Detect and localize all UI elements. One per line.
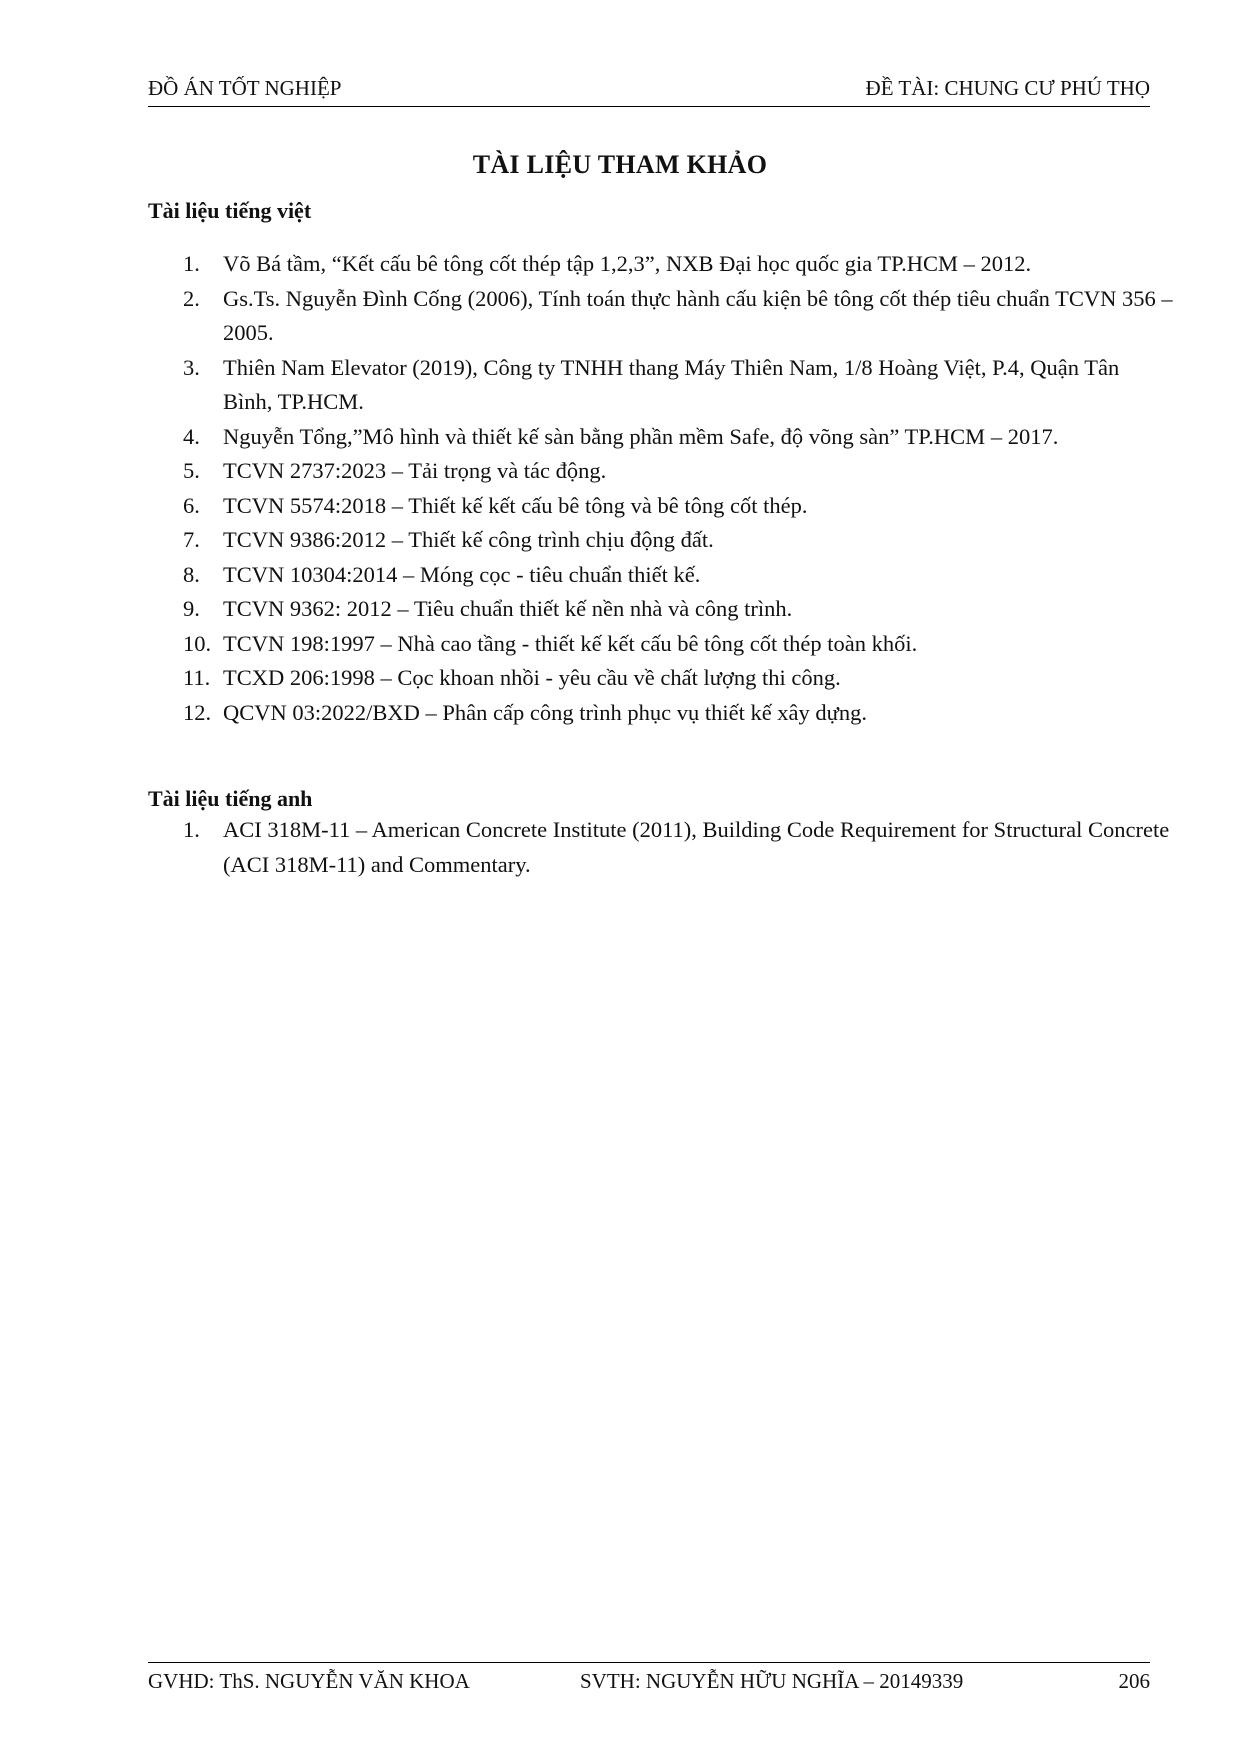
footer-student: SVTH: NGUYỄN HỮU NGHĨA – 20149339 — [580, 1669, 964, 1693]
reference-text: QCVN 03:2022/BXD – Phân cấp công trình phục vụ thiết kế xây dựng. — [223, 699, 867, 725]
reference-number: 11. — [183, 665, 211, 690]
page-header — [148, 76, 1150, 107]
reference-number: 12. — [183, 699, 212, 725]
reference-number: 7. — [183, 527, 200, 552]
reference-number: 5. — [183, 458, 200, 483]
reference-number: 8. — [183, 561, 200, 587]
reference-text: TCVN 9386:2012 – Thiết kế công trình chịu động đất. — [223, 527, 714, 552]
header-project-label: ĐỒ ÁN TỐT NGHIỆP — [148, 76, 342, 100]
reference-number: 1. — [183, 251, 200, 276]
reference-text: ACI 318M-11 – American Concrete Institute (2011), Building Code Requirement for Structural Concrete (ACI 318M-11) and Commentary. — [223, 817, 1170, 877]
reference-item — [183, 454, 1173, 489]
reference-text: Thiên Nam Elevator (2019), Công ty TNHH thang Máy Thiên Nam, 1/8 Hoàng Việt, P.4, Quận Tân Bình, TP.HCM. — [223, 354, 1120, 414]
reference-number: 2. — [183, 285, 200, 311]
page-number: 206 — [1118, 1669, 1150, 1693]
reference-text: Nguyễn Tổng,”Mô hình và thiết kế sàn bằng phần mềm Safe, độ võng sàn” TP.HCM – 2017. — [223, 423, 1059, 449]
reference-number: 9. — [183, 596, 200, 621]
reference-number: 6. — [183, 492, 200, 518]
reference-list-english — [183, 813, 1173, 882]
reference-item — [183, 351, 1173, 420]
reference-text: TCVN 5574:2018 – Thiết kế kết cấu bê tông và bê tông cốt thép. — [223, 492, 808, 518]
reference-item — [183, 489, 1173, 524]
reference-item — [183, 282, 1173, 351]
page-title: TÀI LIỆU THAM KHẢO — [472, 150, 768, 179]
reference-item — [183, 420, 1173, 455]
reference-item — [183, 523, 1173, 558]
reference-text: TCXD 206:1998 – Cọc khoan nhồi - yêu cầu về chất lượng thi công. — [223, 665, 841, 690]
reference-item — [183, 627, 1173, 662]
reference-text: TCVN 2737:2023 – Tải trọng và tác động. — [223, 458, 607, 483]
reference-item — [183, 247, 1173, 282]
reference-number: 10. — [183, 630, 212, 656]
reference-text: Gs.Ts. Nguyễn Đình Cống (2006), Tính toán thực hành cấu kiện bê tông cốt thép tiêu chuẩn TCVN 356 – 2005. — [223, 285, 1173, 345]
section-heading-english: Tài liệu tiếng anh — [148, 786, 313, 811]
reference-text: Võ Bá tầm, “Kết cấu bê tông cốt thép tập 1,2,3”, NXB Đại học quốc gia TP.HCM – 2012. — [223, 251, 1032, 276]
section-heading-vietnamese: Tài liệu tiếng việt — [148, 198, 312, 223]
reference-text: TCVN 10304:2014 – Móng cọc - tiêu chuẩn thiết kế. — [223, 561, 701, 587]
reference-item — [183, 661, 1173, 696]
reference-item — [183, 813, 1173, 882]
header-topic-label: ĐỀ TÀI: CHUNG CƯ PHÚ THỌ — [865, 76, 1150, 100]
footer-supervisor: GVHD: ThS. NGUYỄN VĂN KHOA — [148, 1669, 470, 1693]
page-footer — [148, 1662, 1150, 1697]
reference-item — [183, 592, 1173, 627]
reference-list-vietnamese — [183, 247, 1173, 730]
reference-text: TCVN 9362: 2012 – Tiêu chuẩn thiết kế nền nhà và công trình. — [223, 596, 793, 621]
reference-item — [183, 696, 1173, 731]
reference-item — [183, 558, 1173, 593]
reference-number: 3. — [183, 354, 200, 380]
reference-number: 4. — [183, 423, 200, 449]
reference-text: TCVN 198:1997 – Nhà cao tầng - thiết kế kết cấu bê tông cốt thép toàn khối. — [223, 630, 918, 656]
reference-number: 1. — [183, 817, 200, 842]
